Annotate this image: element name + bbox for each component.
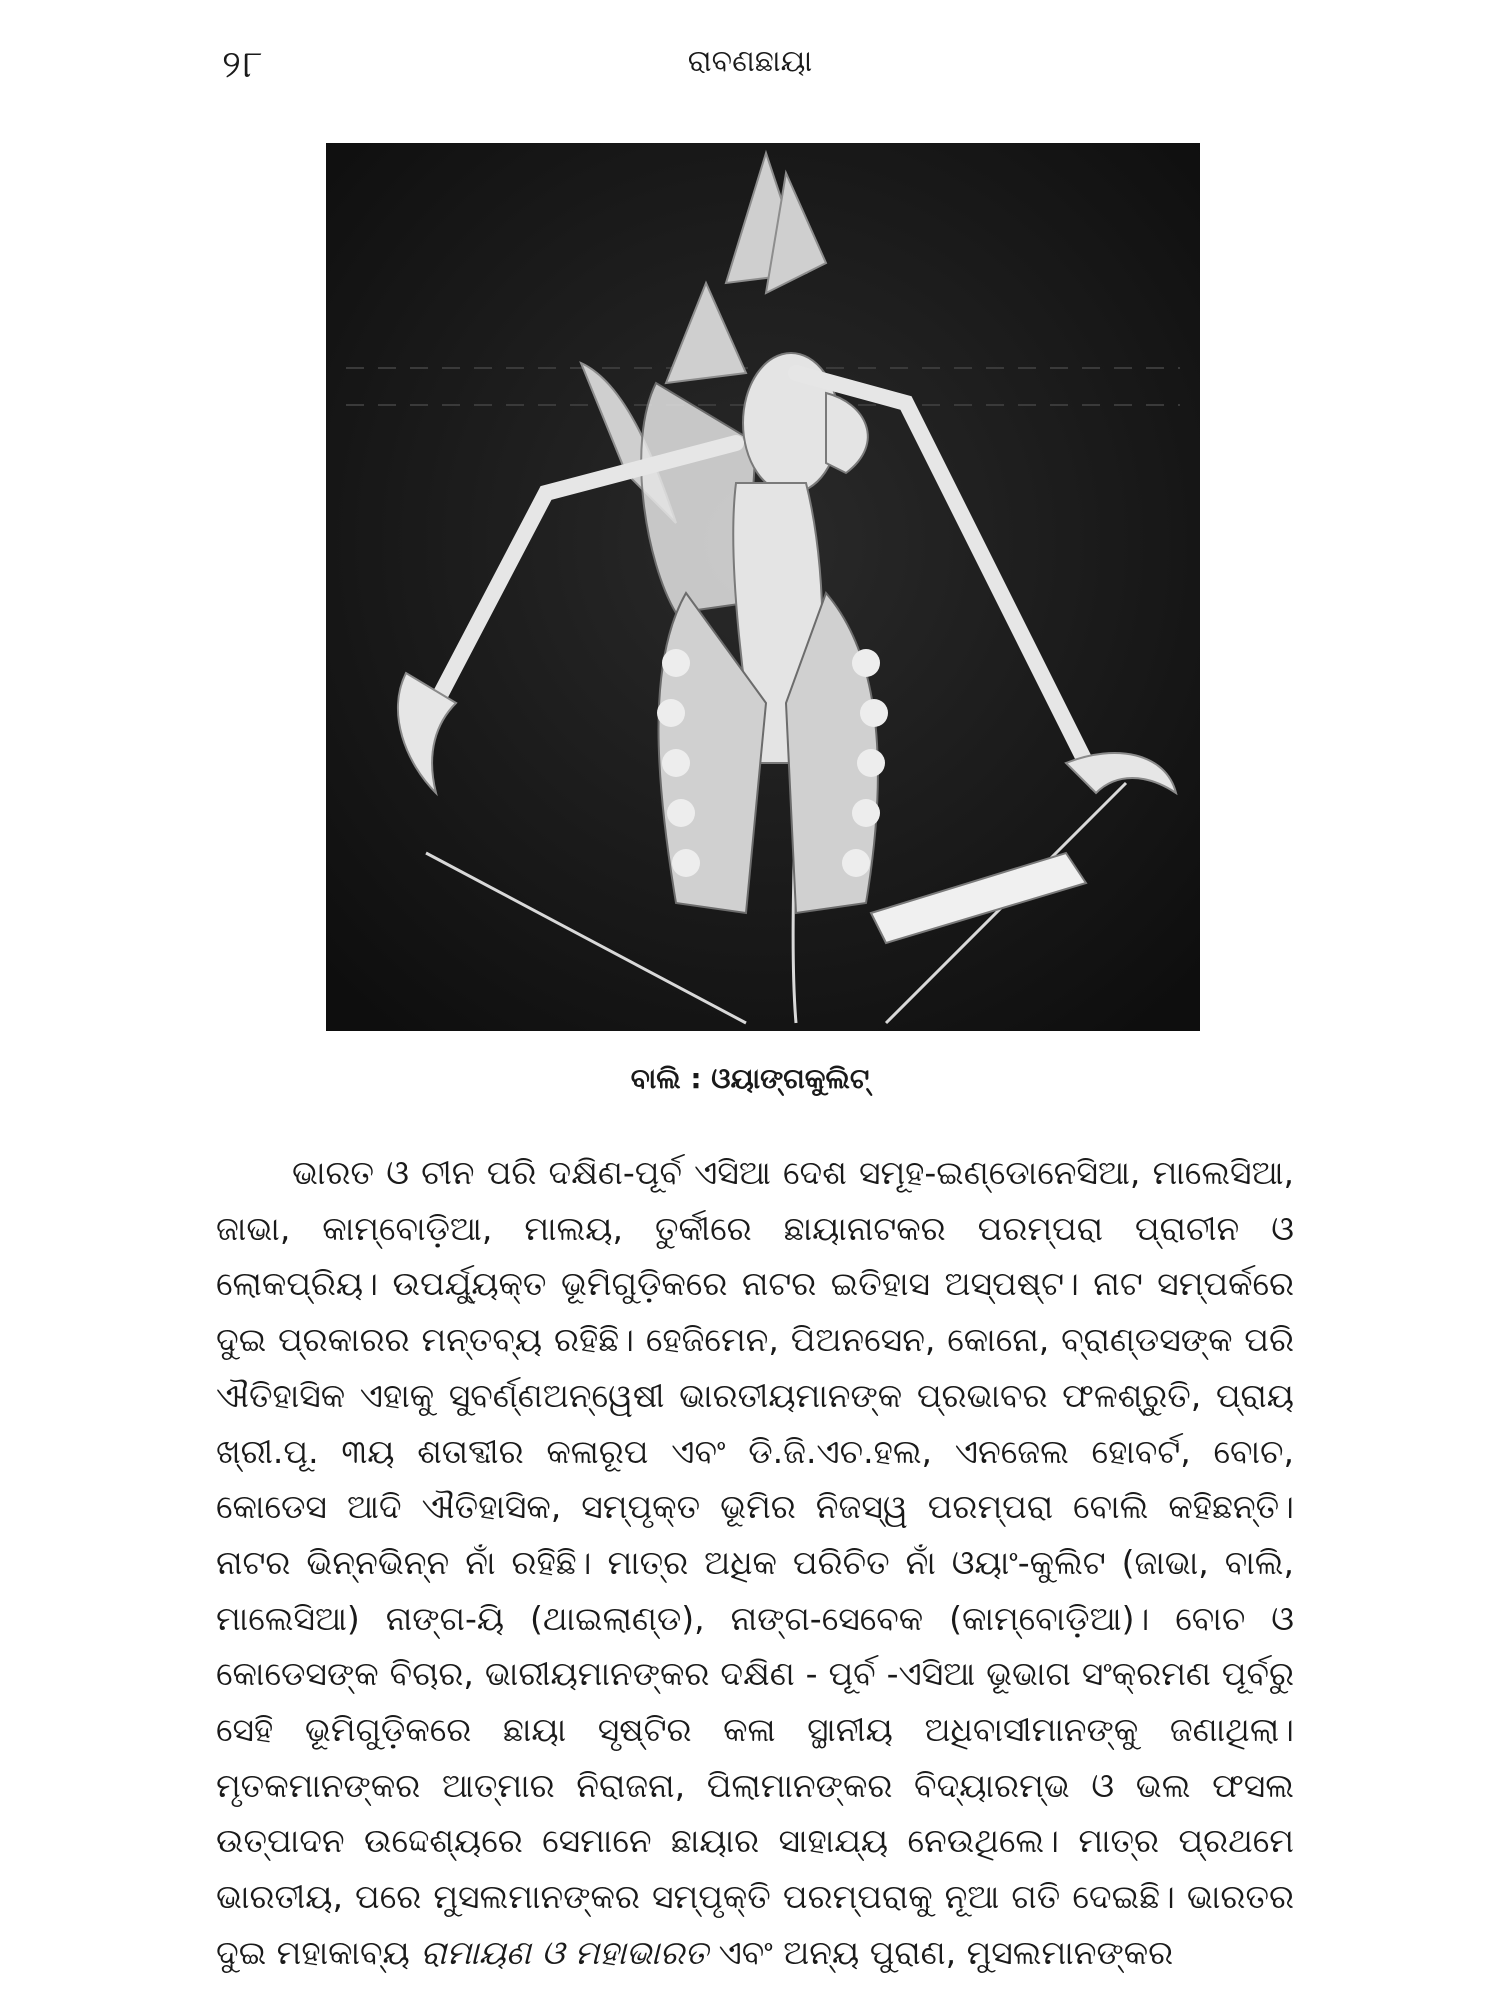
body-paragraph xyxy=(216,1145,1294,1981)
running-header-title: ରାବଣଛାୟା xyxy=(687,44,813,79)
shadow-puppet-photo xyxy=(326,143,1200,1031)
page-number: ୨୮ xyxy=(222,42,265,86)
body-text-1: ଭାରତ ଓ ଚୀନ ପରି ଦକ୍ଷିଣ-ପୂର୍ବ ଏସିଆ ଦେଶ ସମୂହ-ଇଣ୍ଡୋନେସିଆ, ମାଲେସିଆ, ଜାଭା, କାମ୍ବୋଡ଼ିଆ, ମାଲୟ, ତୁର୍କୀରେ ଛାୟାନାଟକର ପରମ୍ପରା ପ୍ରାଚୀନ ଓ ଲୋକପ୍ରିୟ। ଉପର୍ଯ୍ୟୁକ୍ତ ଭୂମିଗୁଡ଼ିକରେ ନାଟର ଇତିହାସ ଅସ୍ପଷ୍ଟ। ନାଟ ସମ୍ପର୍କରେ ଦୁଇ ପ୍ରକାରର ମନ୍ତବ୍ୟ ରହିଛି। ହେଜିମେନ, ପିଅନସେନ, କୋନୋ, ବ୍ରାଣ୍ଡସଙ୍କ ପରି ଐତିହାସିକ ଏହାକୁ ସୁବର୍ଣ୍ଣଅନ୍ୱେଷୀ ଭାରତୀୟମାନଙ୍କ ପ୍ରଭାବର ଫଳଶ୍ରୁତି, ପ୍ରାୟ ଖ୍ରୀ.ପୂ. ୩ୟ ଶତାବ୍ଦୀର କଳାରୂପ ଏବଂ ଡି.ଜି.ଏଚ.ହଲ, ଏନଜେଲ ହୋବର୍ଟ, ବୋଚ, କୋଡେସ ଆଦି ଐତିହାସିକ, ସମ୍ପୃକ୍ତ ଭୂମିର ନିଜସ୍ୱ ପରମ୍ପରା ବୋଲି କହିଛନ୍ତି। ନାଟର ଭିନ୍ନଭିନ୍ନ ନାଁ ରହିଛି। ମାତ୍ର ଅଧିକ ପରିଚିତ ନାଁ ଓୟାଂ-କୁଲିଟ (ଜାଭା, ବାଲି, ମାଲେସିଆ) ନାଙ୍ଗ-ୟି (ଥାଇଲାଣ୍ଡ), ନାଙ୍ଗ-ସେବେକ (କାମ୍ବୋଡ଼ିଆ)। ବୋଚ ଓ କୋଡେସଙ୍କ ବିଚାର, ଭାରୀୟମାନଙ୍କର ଦକ୍ଷିଣ - ପୂର୍ବ -ଏସିଆ ଭୂଭାଗ ସଂକ୍ରମଣ ପୂର୍ବରୁ ସେହି ଭୂମିଗୁଡ଼ିକରେ ଛାୟା ସୃଷ୍ଟିର କଳା ସ୍ଥାନୀୟ ଅଧିବାସୀମାନଙ୍କୁ ଜଣାଥିଲା। ମୃତକମାନଙ୍କର ଆତ୍ମାର ନିରାଜନା, ପିଲାମାନଙ୍କର ବିଦ୍ୟାରମ୍ଭ ଓ ଭଲ ଫସଲ ଉତ୍ପାଦନ ଉଦ୍ଦେଶ୍ୟରେ ସେମାନେ ଛାୟାର ସାହାଯ୍ୟ ନେଉଥିଲେ। ମାତ୍ର ପ୍ରଥମେ ଭାରତୀୟ, ପରେ ମୁସଲମାନଙ୍କର ସମ୍ପୃକ୍ତି ପରମ୍ପରାକୁ ନୂଆ ଗତି ଦେଇଛି। ଭାରତର ଦୁଇ ମହାକାବ୍ୟ xyxy=(216,1153,1294,1972)
epic-titles-emphasis: ରାମାୟଣ ଓ ମହାଭାରତ xyxy=(420,1932,709,1972)
body-text-2: ଏବଂ ଅନ୍ୟ ପୁରାଣ, ମୁସଲମାନଙ୍କର xyxy=(718,1932,1174,1972)
figure-caption: ବାଲି : ଓୟାଙ୍ଗକୁଲିଟ୍ xyxy=(630,1062,870,1095)
paragraph-text xyxy=(216,1145,1294,1981)
